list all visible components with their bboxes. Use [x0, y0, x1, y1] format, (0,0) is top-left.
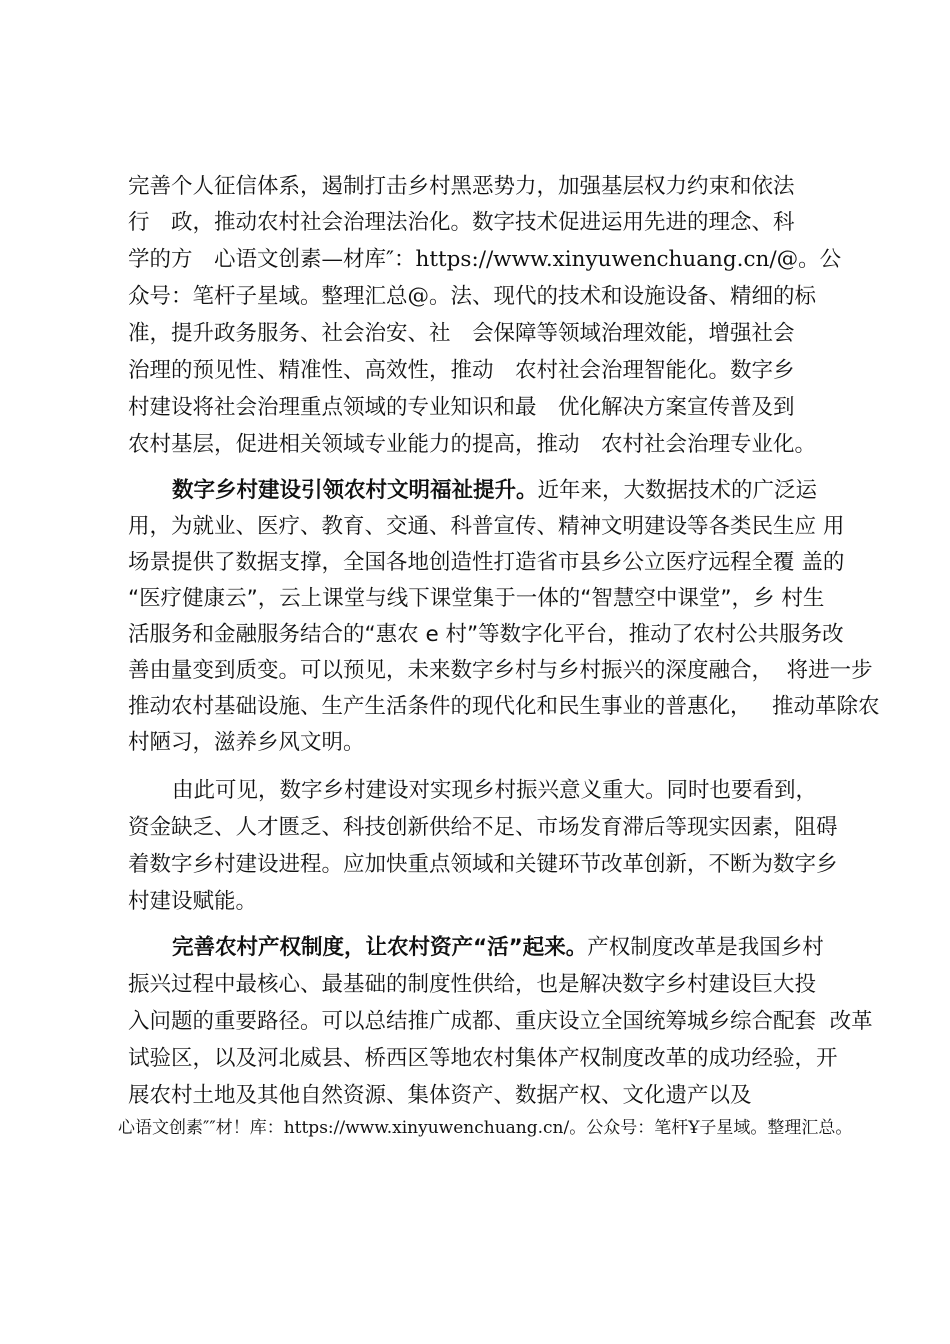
- text-line: “医疗健康云”，云上课堂与线下课堂集于一体的“智慧空中课堂”，乡 村生: [128, 586, 825, 611]
- text-line: 活服务和金融服务结合的“惠农 e 村”等数字化平台，推动了农村公共服务改: [128, 622, 844, 647]
- text-line: 场景提供了数据支撑，全国各地创造性打造省市县乡公立医疗远程全覆 盖的: [128, 550, 845, 575]
- text-line: 行 政，推动农村社会治理法治化。数字技术促进运用先进的理念、科: [128, 210, 795, 235]
- text-line: 村建设赋能。: [128, 889, 258, 914]
- text-line: [172, 476, 817, 506]
- text-line: 农村基层，促进相关领域专业能力的提高，推动 农村社会治理专业化。: [128, 432, 817, 457]
- text-line: 着数字乡村建设进程。应加快重点领域和关键环节改革创新，不断为数字乡: [128, 852, 838, 877]
- text-line: 准，提升政务服务、社会治安、社 会保障等领域治理效能，增强社会: [128, 321, 795, 346]
- paragraph-text: 产权制度改革是我国乡村: [587, 935, 824, 960]
- text-line: 用，为就业、医疗、教育、交通、科普宣传、精神文明建设等各类民生应 用: [128, 514, 845, 539]
- text-line: [172, 933, 824, 963]
- text-line: 振兴过程中最核心、最基础的制度性供给，也是解决数字乡村建设巨大投: [128, 972, 817, 997]
- text-line: 推动农村基础设施、生产生活条件的现代化和民生事业的普惠化， 推动革除农: [128, 694, 880, 719]
- text-line: 展农村土地及其他自然资源、集体资产、数据产权、文化遗产以及: [128, 1083, 752, 1108]
- paragraph-heading: 数字乡村建设引领农村文明福祉提升。: [172, 478, 538, 503]
- text-line: 治理的预见性、精准性、高效性，推动 农村社会治理智能化。数字乡: [128, 358, 795, 383]
- paragraph-heading: 完善农村产权制度，让农村资产“活”起来。: [172, 935, 588, 960]
- text-line: 资金缺乏、人才匮乏、科技创新供给不足、市场发育滞后等现实因素，阻碍: [128, 815, 838, 840]
- text-line: 入问题的重要路径。可以总结推广成都、重庆设立全国统筹城乡综合配套 改革: [128, 1009, 873, 1034]
- footer-note: 心语文创素″″材！库：https://www.xinyuwenchuang.cn/。公众号：笔杆Ұ子星域。整理汇总。: [118, 1118, 853, 1138]
- text-line: 完善个人征信体系，遏制打击乡村黑恶势力，加强基层权力约束和依法: [128, 174, 795, 199]
- text-line: 众号：笔杆子星域。整理汇总@。法、现代的技术和设施设备、精细的标: [128, 284, 817, 309]
- text-line: 试验区，以及河北威县、桥西区等地农村集体产权制度改革的成功经验，开: [128, 1046, 838, 1071]
- text-line: 善由量变到质变。可以预见，未来数字乡村与乡村振兴的深度融合， 将进一步: [128, 658, 873, 683]
- text-line: 由此可见，数字乡村建设对实现乡村振兴意义重大。同时也要看到，: [172, 778, 818, 803]
- paragraph-text: 近年来，大数据技术的广泛运: [537, 478, 818, 503]
- text-line: 村建设将社会治理重点领域的专业知识和最 优化解决方案宣传普及到: [128, 395, 795, 420]
- text-line: 村陋习，滋养乡风文明。: [128, 730, 365, 755]
- text-line: 学的方 心语文创素—材库″：https://www.xinyuwenchuang.cn/@。公: [128, 247, 842, 272]
